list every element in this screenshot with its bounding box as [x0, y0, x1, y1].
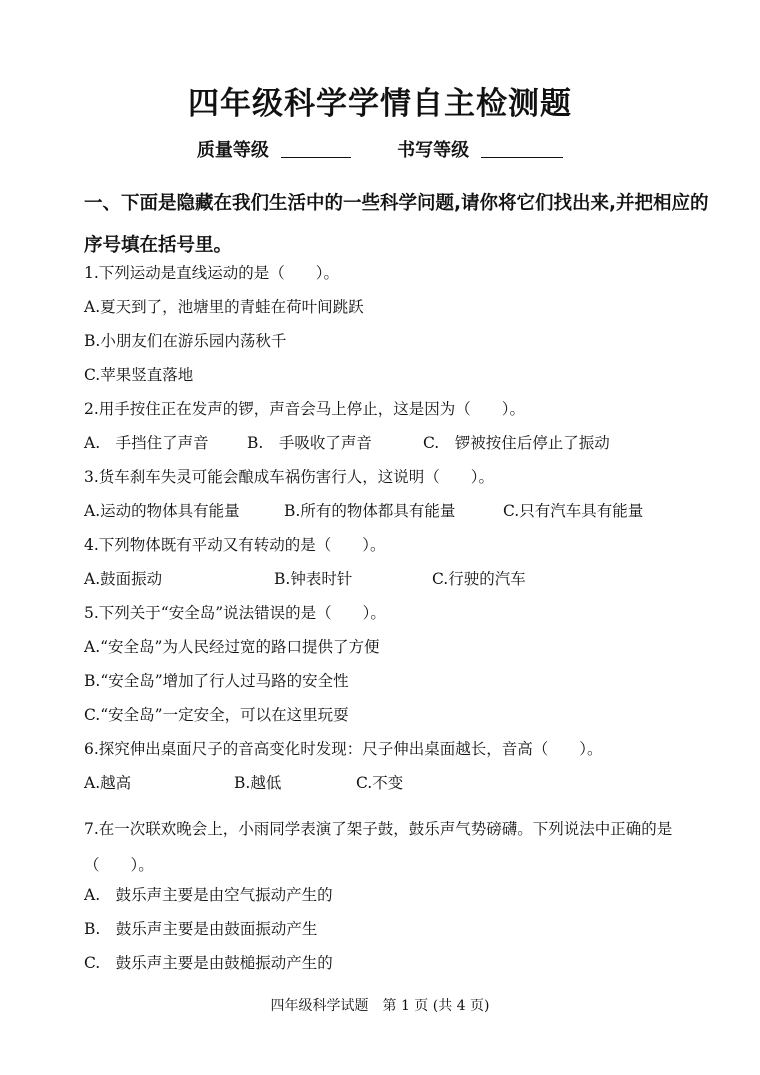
question-6-option-a: A.越高	[84, 774, 132, 792]
question-2-stem: 2.用手按住正在发声的锣，声音会马上停止，这是因为（ ）。	[84, 400, 526, 418]
page-footer: 四年级科学试题 第 1 页 (共 4 页)	[270, 998, 490, 1014]
question-3-option-a: A.运动的物体具有能量	[84, 502, 240, 520]
question-6-option-b: B.越低	[234, 774, 282, 792]
question-4-options	[84, 562, 724, 596]
question-4-option-b: B.钟表时针	[274, 570, 353, 588]
question-6-stem: 6.探究伸出桌面尺子的音高变化时发现：尺子伸出桌面越长，音高（ ）。	[84, 740, 603, 758]
question-2-option-b: B. 手吸收了声音	[247, 434, 372, 452]
question-3-option-c: C.只有汽车具有能量	[503, 502, 644, 520]
grade-fields	[0, 136, 760, 166]
question-7-stem: 7.在一次联欢晚会上，小雨同学表演了架子鼓，鼓乐声气势磅礴。下列说法中正确的是（ ）。	[84, 820, 673, 874]
writing-grade-blank[interactable]	[481, 137, 563, 158]
question-1-stem: 1.下列运动是直线运动的是（ ）。	[84, 264, 340, 282]
quality-grade-label: 质量等级	[196, 140, 269, 161]
writing-grade-label: 书写等级	[397, 140, 470, 161]
question-2-option-c: C. 锣被按住后停止了振动	[423, 434, 610, 452]
question-5-option-b: B.“安全岛”增加了行人过马路的安全性	[84, 672, 349, 690]
question-6-option-c: C.不变	[356, 774, 404, 792]
question-7-option-b: B. 鼓乐声主要是由鼓面振动产生	[84, 920, 318, 938]
question-3-stem: 3.货车刹车失灵可能会酿成车祸伤害行人，这说明（ ）。	[84, 468, 495, 486]
quality-grade	[197, 136, 351, 166]
question-2-options	[84, 426, 724, 460]
quality-grade-blank[interactable]	[281, 137, 351, 158]
question-1-option-b: B.小朋友们在游乐园内荡秋千	[84, 332, 287, 350]
question-1-option-a: A.夏天到了，池塘里的青蛙在荷叶间跳跃	[84, 298, 364, 316]
writing-grade	[397, 136, 563, 166]
question-5-option-c: C.“安全岛”一定安全，可以在这里玩耍	[84, 706, 349, 724]
question-3-option-b: B.所有的物体都具有能量	[284, 502, 456, 520]
question-4-option-c: C.行驶的汽车	[432, 570, 526, 588]
question-5-stem: 5.下列关于“安全岛”说法错误的是（ ）。	[84, 604, 386, 622]
question-7-option-c: C. 鼓乐声主要是由鼓槌振动产生的	[84, 954, 333, 972]
question-7-option-a: A. 鼓乐声主要是由空气振动产生的	[84, 886, 333, 904]
section-heading: 一、下面是隐藏在我们生活中的一些科学问题,请你将它们找出来,并把相应的序号填在括号里。	[84, 193, 709, 256]
question-1-option-c: C.苹果竖直落地	[84, 366, 194, 384]
question-5-option-a: A.“安全岛”为人民经过宽的路口提供了方便	[84, 638, 380, 656]
question-4-option-a: A.鼓面振动	[84, 570, 163, 588]
question-3-options	[84, 494, 724, 528]
question-6-options	[84, 766, 724, 800]
question-4-stem: 4.下列物体既有平动又有转动的是（ ）。	[84, 536, 386, 554]
page-title: 四年级科学学情自主检测题	[188, 86, 572, 122]
question-2-option-a: A. 手挡住了声音	[84, 434, 209, 452]
